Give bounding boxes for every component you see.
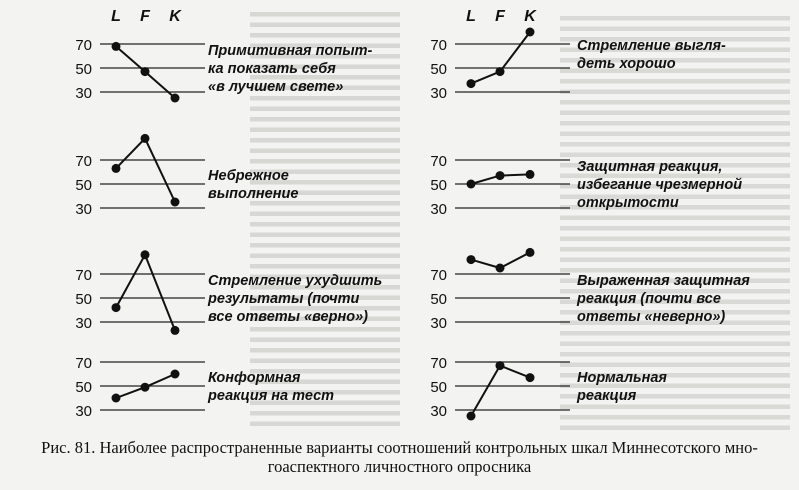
panel-label-line: выполнение — [208, 186, 299, 202]
series-line — [471, 366, 530, 416]
scale-letter-F: F — [495, 8, 505, 25]
panel-label-line: Примитивная попыт- — [208, 43, 373, 59]
tick-label-50: 50 — [430, 61, 447, 78]
tick-label-30: 30 — [430, 85, 447, 102]
panel-label-line: Стремление выгля- — [577, 38, 726, 54]
panel-3 — [75, 134, 298, 218]
tick-label-30: 30 — [430, 315, 447, 332]
tick-label-70: 70 — [430, 153, 447, 170]
panel-label-line: деть хорошо — [577, 56, 676, 72]
data-point-K — [171, 94, 180, 103]
data-point-K — [171, 326, 180, 335]
panel-label-line: результаты (почти — [208, 291, 360, 307]
data-point-K — [526, 170, 535, 179]
scale-letter-L: L — [111, 8, 121, 25]
data-point-L — [112, 164, 121, 173]
tick-label-70: 70 — [430, 267, 447, 284]
data-point-L — [112, 42, 121, 51]
tick-label-70: 70 — [75, 153, 92, 170]
tick-label-70: 70 — [75, 37, 92, 54]
data-point-L — [112, 394, 121, 403]
data-point-F — [141, 67, 150, 76]
data-point-L — [467, 79, 476, 88]
figure-caption — [0, 438, 799, 476]
panel-label-line: реакция на тест — [208, 388, 335, 404]
tick-label-30: 30 — [75, 85, 92, 102]
tick-label-30: 30 — [430, 403, 447, 420]
scale-letter-K: K — [169, 8, 181, 25]
data-point-K — [526, 28, 535, 37]
panel-label-line: открытости — [577, 195, 679, 211]
panel-2 — [430, 8, 726, 102]
figure-caption-line-1: Рис. 81. Наиболее распространенные варианты соотношений контрольных шкал Миннесотского мно- — [41, 438, 758, 457]
panel-label-line: Конформная — [208, 370, 301, 386]
data-point-F — [496, 171, 505, 180]
panel-label-line: Нормальная — [577, 370, 667, 386]
panel-label-line: реакция — [577, 388, 637, 404]
panel-label-line: реакция (почти все — [577, 291, 721, 307]
series-line — [116, 255, 175, 331]
tick-label-30: 30 — [75, 201, 92, 218]
data-point-L — [112, 303, 121, 312]
tick-label-50: 50 — [75, 61, 92, 78]
panel-4 — [430, 153, 742, 218]
scale-letter-K: K — [524, 8, 536, 25]
data-point-F — [141, 134, 150, 143]
data-point-L — [467, 180, 476, 189]
panel-5 — [75, 250, 382, 335]
panel-label-line: Небрежное — [208, 168, 289, 184]
data-point-L — [467, 412, 476, 421]
data-point-K — [526, 373, 535, 382]
tick-label-30: 30 — [75, 403, 92, 420]
panel-6 — [430, 248, 750, 332]
data-point-F — [141, 250, 150, 259]
tick-label-70: 70 — [75, 355, 92, 372]
panel-label-line: Выраженная защитная — [577, 273, 750, 289]
data-point-K — [526, 248, 535, 257]
scale-letter-F: F — [140, 8, 150, 25]
panel-label-line: Стремление ухудшить — [208, 273, 383, 289]
panel-8 — [430, 355, 667, 421]
series-line — [116, 138, 175, 202]
data-point-F — [496, 264, 505, 273]
figure-caption-line-2: гоаспектного личностного опросника — [267, 457, 532, 476]
tick-label-50: 50 — [75, 291, 92, 308]
panel-label-line: избегание чрезмерной — [577, 177, 743, 193]
tick-label-50: 50 — [75, 379, 92, 396]
data-point-L — [467, 255, 476, 264]
panel-7 — [75, 355, 334, 420]
tick-label-70: 70 — [75, 267, 92, 284]
panel-label-line: «в лучшем свете» — [208, 79, 344, 95]
tick-label-70: 70 — [430, 37, 447, 54]
data-point-F — [496, 361, 505, 370]
tick-label-30: 30 — [430, 201, 447, 218]
data-point-K — [171, 198, 180, 207]
tick-label-50: 50 — [430, 291, 447, 308]
tick-label-50: 50 — [430, 177, 447, 194]
panel-label-line: все ответы «верно») — [208, 309, 368, 325]
data-point-K — [171, 370, 180, 379]
tick-label-70: 70 — [430, 355, 447, 372]
tick-label-50: 50 — [430, 379, 447, 396]
panel-1 — [75, 8, 372, 103]
panel-label-line: Защитная реакция, — [577, 159, 723, 175]
scale-letter-L: L — [466, 8, 476, 25]
tick-label-30: 30 — [75, 315, 92, 332]
panel-label-line: ка показать себя — [208, 61, 336, 77]
panel-label-line: ответы «неверно») — [577, 309, 726, 325]
tick-label-50: 50 — [75, 177, 92, 194]
data-point-F — [496, 67, 505, 76]
data-point-F — [141, 383, 150, 392]
